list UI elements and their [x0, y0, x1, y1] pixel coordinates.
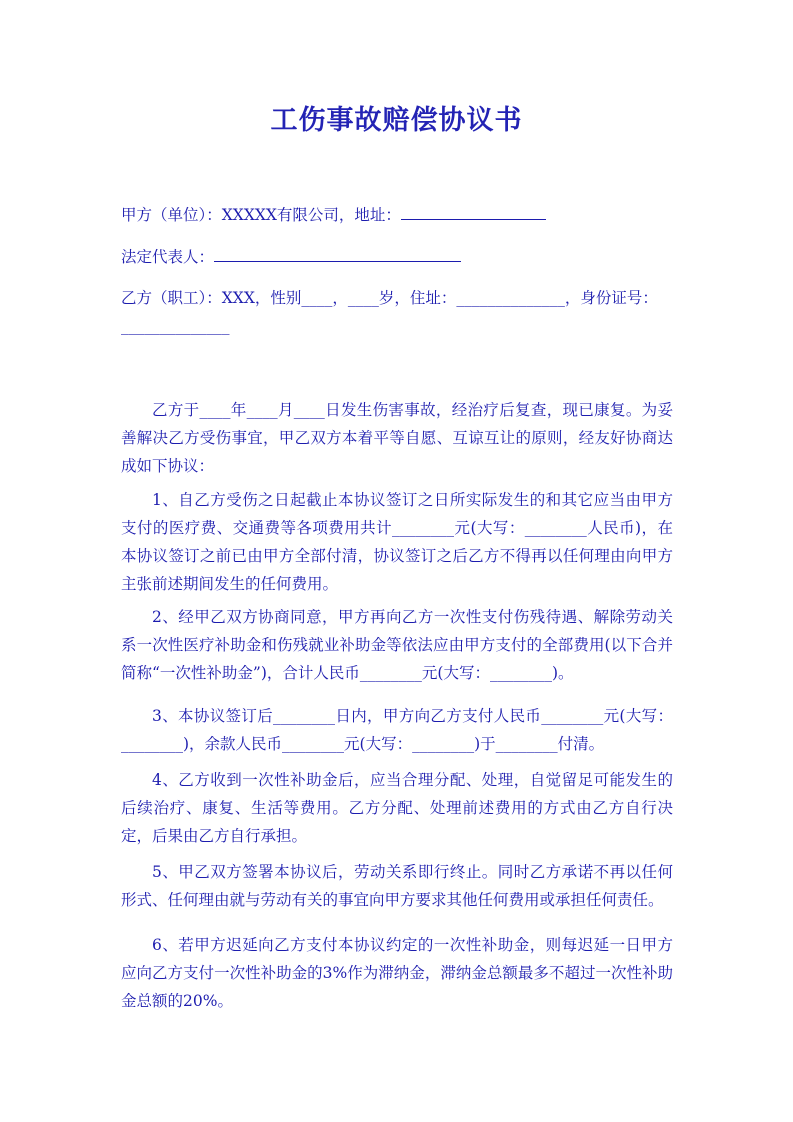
party-a-line — [121, 204, 681, 225]
clause-3: 3、本协议签订后________日内，甲方向乙方支付人民币________元(大写：________)，余款人民币________元(大写：________)于________付清。 — [121, 707, 673, 753]
representative-blank — [214, 246, 461, 262]
intro-paragraph: 乙方于____年____月____日发生伤害事故，经治疗后复查，现已康复。为妥善解决乙方受伤事宜，甲乙双方本着平等自愿、互谅互让的原则，经友好协商达成如下协议： — [121, 401, 673, 475]
representative-text: 法定代表人： — [121, 248, 215, 266]
party-b-line: 乙方（职工）：XXX，性别____，____岁，住址：______________，身份证号： — [121, 289, 658, 307]
clause-6: 6、若甲方迟延向乙方支付本协议约定的一次性补助金，则每迟延一日甲方应向乙方支付一次性补助金的3%作为滞纳金，滞纳金总额最多不超过一次性补助金总额的20%。 — [121, 936, 673, 1010]
party-a-text: 甲方（单位）：XXXXX有限公司，地址： — [121, 206, 401, 224]
party-b-line-cont: ______________ — [121, 317, 230, 335]
document-title: 工伤事故赔偿协议书 — [270, 105, 523, 136]
address-blank — [401, 204, 546, 220]
clause-1: 1、自乙方受伤之日起截止本协议签订之日所实际发生的和其它应当由甲方支付的医疗费、交通费等各项费用共计________元(大写：________人民币)，在本协议签订之前已由甲方全部付清，协议签订之后乙方不得再以任何理由向甲方主张前述期间发生的任何费用。 — [121, 491, 673, 593]
clause-4: 4、乙方收到一次性补助金后，应当合理分配、处理，自觉留足可能发生的后续治疗、康复、生活等费用。乙方分配、处理前述费用的方式由乙方自行决定，后果由乙方自行承担。 — [121, 771, 673, 845]
clause-5: 5、甲乙双方签署本协议后，劳动关系即行终止。同时乙方承诺不再以任何形式、任何理由就与劳动有关的事宜向甲方要求其他任何费用或承担任何责任。 — [121, 863, 673, 909]
representative-line — [121, 246, 681, 267]
clause-2: 2、经甲乙双方协商同意，甲方再向乙方一次性支付伤残待遇、解除劳动关系一次性医疗补助金和伤残就业补助金等依法应由甲方支付的全部费用(以下合并简称“一次性补助金”)，合计人民币________元(大写：________)。 — [121, 608, 673, 682]
